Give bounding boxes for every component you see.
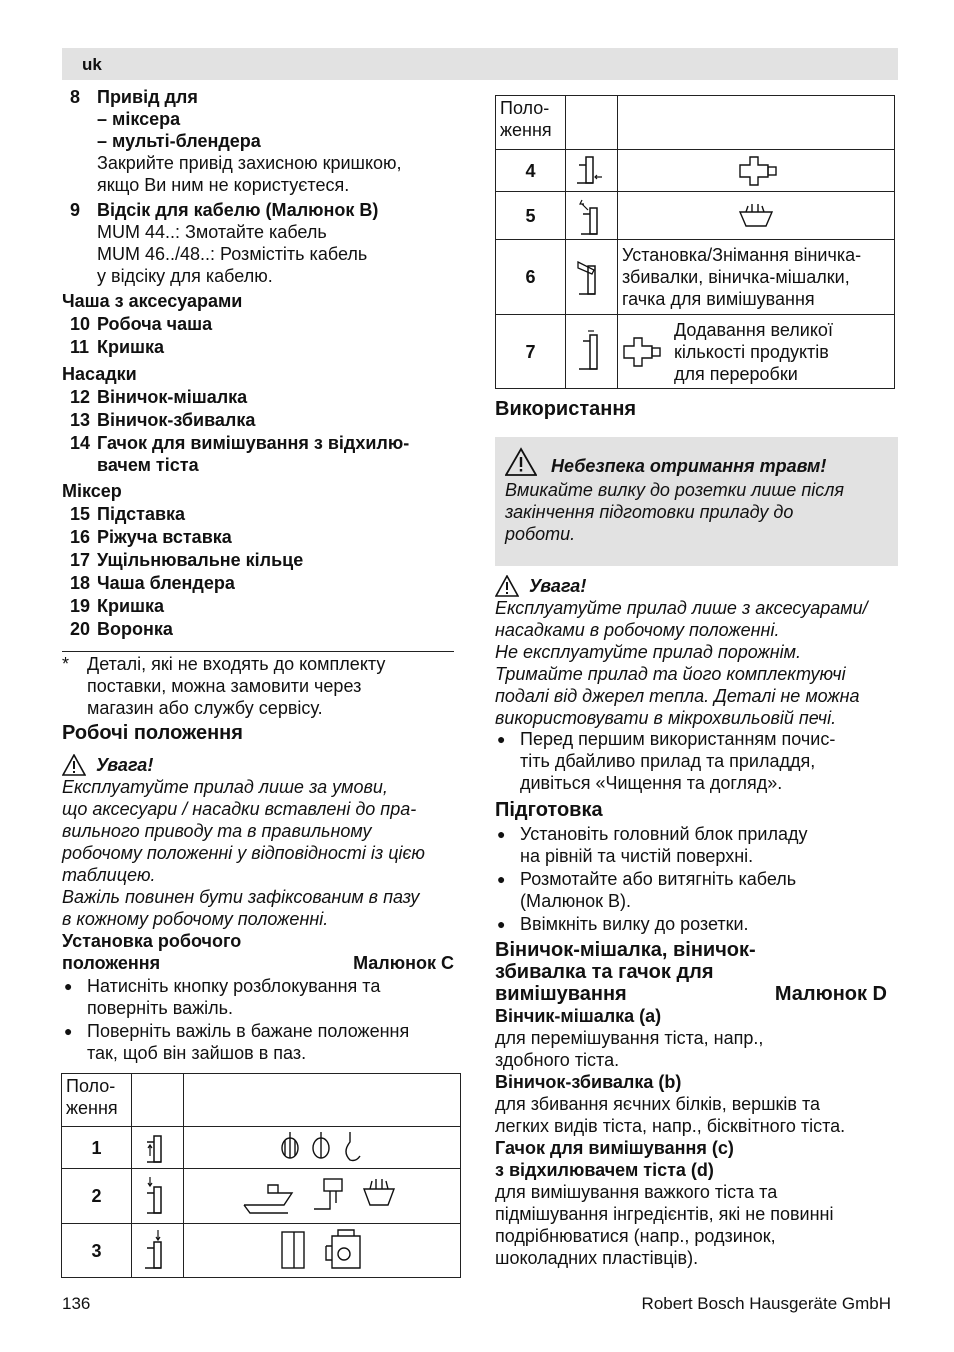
item-title: Робоча чаша: [97, 314, 213, 334]
danger-label: Небезпека отримання травм!: [551, 456, 827, 476]
meat-mincer-icon: [618, 332, 674, 372]
item-title: Віничок-мішалка: [97, 387, 248, 407]
item-number: 10: [70, 314, 91, 334]
item-title: Воронка: [97, 619, 173, 639]
blender-jar-icons: [184, 1224, 461, 1278]
company-name: Robert Bosch Hausgeräte GmbH: [641, 1294, 891, 1313]
item-title: Гачок для вимішування з відхилю-: [97, 433, 410, 453]
bullet-dot-icon: ●: [497, 731, 506, 747]
item-number: 19: [70, 596, 91, 616]
position-number: 4: [496, 150, 566, 192]
bullet-text: Ввімкніть вилку до розетки.: [520, 914, 749, 934]
c-text: подрібнюватися (напр., родзинок,: [495, 1226, 776, 1246]
prep-bullets: [495, 823, 900, 935]
cell-text: Додавання великої: [674, 319, 833, 340]
warning-line: Експлуатуйте прилад лише за умови,: [62, 777, 388, 797]
item-title: Кришка: [97, 337, 165, 357]
blender-slicer-icons: [184, 1169, 461, 1224]
warning-line: робочому положенні у відповідності із цією: [62, 843, 425, 863]
item-number: 13: [70, 410, 91, 430]
item-desc: якщо Ви ним не користуєтеся.: [97, 175, 350, 195]
language-header: [62, 48, 898, 80]
warning-block: [62, 754, 462, 930]
a-title: Вінчик-мішалка (a): [495, 1006, 662, 1026]
warning-line: Не експлуатуйте прилад порожнім.: [495, 642, 802, 662]
section-title: Робочі положення: [62, 722, 243, 744]
position-number: 7: [496, 315, 566, 389]
footnote-divider: [62, 651, 454, 652]
group-title: Насадки: [62, 364, 137, 384]
warning-label: Увага!: [96, 755, 154, 775]
item-title: Чаша блендера: [97, 573, 235, 593]
b-title: Віничок-збивалка (b): [495, 1072, 682, 1092]
group-title: Чаша з аксесуарами: [62, 291, 243, 311]
cell-text: кількості продуктів: [674, 341, 829, 362]
item-number: 16: [70, 527, 91, 547]
group-title: Міксер: [62, 481, 122, 501]
c-title: Гачок для вимішування (c): [495, 1138, 734, 1158]
bullet-text: дивіться «Чищення та догляд».: [520, 773, 783, 793]
footnote-text: магазин або службу сервісу.: [87, 698, 323, 718]
citrus-press-icon: [618, 192, 895, 240]
cell-text: гачка для вимішування: [622, 289, 815, 309]
lever-position-6-icon: [566, 240, 618, 315]
danger-line: Вмикайте вилку до розетки лише після: [505, 480, 844, 500]
item-number: 11: [70, 337, 90, 357]
b-text: легких видів тіста, напр., бісквітного тіста.: [495, 1116, 846, 1136]
lever-position-4-icon: [566, 150, 618, 192]
lever-position-2-icon: [132, 1169, 184, 1224]
table-header-text: ження: [500, 120, 552, 140]
item-number: 18: [70, 573, 91, 593]
bullet-text: Установіть головний блок приладу: [520, 824, 808, 844]
item-number: 12: [70, 387, 91, 407]
bullet-dot-icon: ●: [497, 871, 506, 887]
table-header-cell: [62, 1074, 132, 1127]
item-title-cont: вачем тіста: [97, 455, 199, 475]
lever-position-7-icon: [566, 315, 618, 389]
item-title: Ущільнювальне кільце: [97, 550, 304, 570]
item-number: 14: [70, 433, 91, 453]
meat-mincer-icon: [618, 150, 895, 192]
figure-ref: Малюнок D: [774, 983, 887, 1005]
c-title: з відхилювачем тіста (d): [495, 1160, 714, 1180]
bullet-text: Поверніть важіль в бажане положення: [87, 1021, 410, 1041]
footnote-text: поставки, можна замовити через: [87, 676, 362, 696]
setup-title: положення: [62, 953, 161, 973]
group-attachments: [62, 363, 462, 476]
item-desc: Закрийте привід захисною кришкою,: [97, 153, 402, 173]
item-number: 17: [70, 550, 91, 570]
warning-triangle-icon: [505, 447, 537, 477]
item-desc: MUM 46../48..: Розмістіть кабель: [97, 244, 368, 264]
position-number: 5: [496, 192, 566, 240]
position-number: 1: [62, 1127, 132, 1169]
lever-position-3-icon: [132, 1224, 184, 1278]
warning-line: таблицею.: [62, 865, 156, 885]
item-title: Ріжуча вставка: [97, 527, 232, 547]
position-number: 6: [496, 240, 566, 315]
table-header-text: ження: [66, 1098, 118, 1118]
cleaning-bullet: [495, 728, 900, 794]
whisk-title: вимішування: [495, 983, 627, 1005]
bullet-text: Натисніть кнопку розблокування та: [87, 976, 381, 996]
danger-box: [495, 437, 898, 566]
group-bowl: [62, 290, 462, 358]
bullet-dot-icon: ●: [497, 916, 506, 932]
danger-line: роботи.: [505, 524, 576, 544]
table-header-text: Поло-: [500, 98, 550, 118]
lever-position-1-icon: [132, 1127, 184, 1169]
warning-line: використовувати в мікрохвильовій печі.: [495, 708, 837, 728]
warning-label: Увага!: [529, 576, 587, 596]
bullet-text: на рівній та чистій поверхні.: [520, 846, 754, 866]
group-blender: [62, 480, 462, 640]
warning-line: Важіль повинен бути зафіксованим в пазу: [62, 887, 420, 907]
warning-line: в кожному робочому положенні.: [62, 909, 329, 929]
whisk-title: Віничок-мішалка, віничок-: [495, 939, 756, 961]
item-title: Відсік для кабелю (Малюнок B): [97, 200, 379, 220]
a-text: для перемішування тіста, напр.,: [495, 1028, 764, 1048]
setup-heading: [62, 930, 454, 974]
position-7-cell: [618, 315, 895, 389]
c-text: шоколадних пластівців).: [495, 1248, 699, 1268]
bullet-text: Перед першим використанням почис-: [520, 729, 836, 749]
item-title: Кришка: [97, 596, 165, 616]
bullet-text: так, щоб він зайшов в паз.: [87, 1043, 307, 1063]
item-number: 20: [70, 619, 91, 639]
warning-triangle-icon: [495, 575, 519, 597]
danger-line: закінчення підготовки приладу до: [505, 502, 794, 522]
positions-table-right: [495, 95, 895, 389]
item-number: 15: [70, 504, 91, 524]
figure-ref: Малюнок C: [353, 953, 454, 973]
item-title: Підставка: [97, 504, 186, 524]
item-8: [62, 86, 462, 196]
item-title: Привід для: [97, 87, 198, 107]
cell-text: для переробки: [674, 363, 798, 384]
lever-position-5-icon: [566, 192, 618, 240]
b-text: для збивання яєчних білків, вершків та: [495, 1094, 821, 1114]
bullet-text: (Малюнок B).: [520, 891, 632, 911]
whisk-hook-icons: [184, 1127, 461, 1169]
positions-table-left: [61, 1073, 461, 1278]
c-text: підмішування інгредієнтів, які не повинні: [495, 1204, 834, 1224]
item-title: Віничок-збивалка: [97, 410, 256, 430]
language-code: uk: [82, 55, 102, 74]
usage-title: Використання: [495, 398, 637, 420]
warning-line: Експлуатуйте прилад лише з аксесуарами/: [495, 598, 868, 618]
warning-line: насадками в робочому положенні.: [495, 620, 780, 640]
setup-title: Установка робочого: [62, 931, 242, 951]
warning-line: вильного приводу та в правильному: [62, 821, 372, 841]
bullet-dot-icon: ●: [64, 978, 73, 994]
whisk-heading: [495, 939, 887, 1005]
warning-block: [495, 575, 905, 729]
bullet-text: Розмотайте або витягніть кабель: [520, 869, 797, 889]
position-number: 2: [62, 1169, 132, 1224]
item-desc: MUM 44..: Змотайте кабель: [97, 222, 327, 242]
warning-line: подалі від джерел тепла. Деталі не можна: [495, 686, 860, 706]
warning-line: Тримайте прилад та його комплектуючі: [495, 664, 846, 684]
whisk-descriptions: [495, 1005, 900, 1269]
item-desc: у відсіку для кабелю.: [97, 266, 273, 286]
item-sub: – міксера: [97, 109, 181, 129]
item-number: 9: [70, 200, 81, 220]
setup-bullets: [62, 975, 462, 1064]
position-number: 3: [62, 1224, 132, 1278]
warning-line: що аксесуари / насадки вставлені до пра-: [62, 799, 417, 819]
position-6-text: [618, 240, 895, 315]
footnote-text: Деталі, які не входять до комплекту: [87, 654, 386, 674]
footnote: [62, 653, 462, 719]
whisk-title: збивалка та гачок для: [495, 961, 714, 983]
bullet-text: тіть дбайливо прилад та приладдя,: [520, 751, 816, 771]
item-sub: – мульті-блендера: [97, 131, 261, 151]
table-header-text: Поло-: [66, 1076, 116, 1096]
a-text: здобного тіста.: [495, 1050, 620, 1070]
item-9: [62, 199, 462, 287]
c-text: для вимішування важкого тіста та: [495, 1182, 778, 1202]
prep-title: Підготовка: [495, 799, 603, 821]
page-number: 136: [62, 1294, 91, 1313]
bullet-dot-icon: ●: [64, 1023, 73, 1039]
bullet-text: поверніть важіль.: [87, 998, 233, 1018]
item-number: 8: [70, 87, 81, 107]
bullet-dot-icon: ●: [497, 826, 506, 842]
warning-triangle-icon: [62, 754, 86, 776]
cell-text: збивалки, віничка-мішалки,: [622, 267, 850, 287]
table-header-cell: [496, 96, 566, 150]
cell-text: Установка/Знімання віничка-: [622, 245, 862, 265]
footnote-star: *: [62, 654, 70, 674]
